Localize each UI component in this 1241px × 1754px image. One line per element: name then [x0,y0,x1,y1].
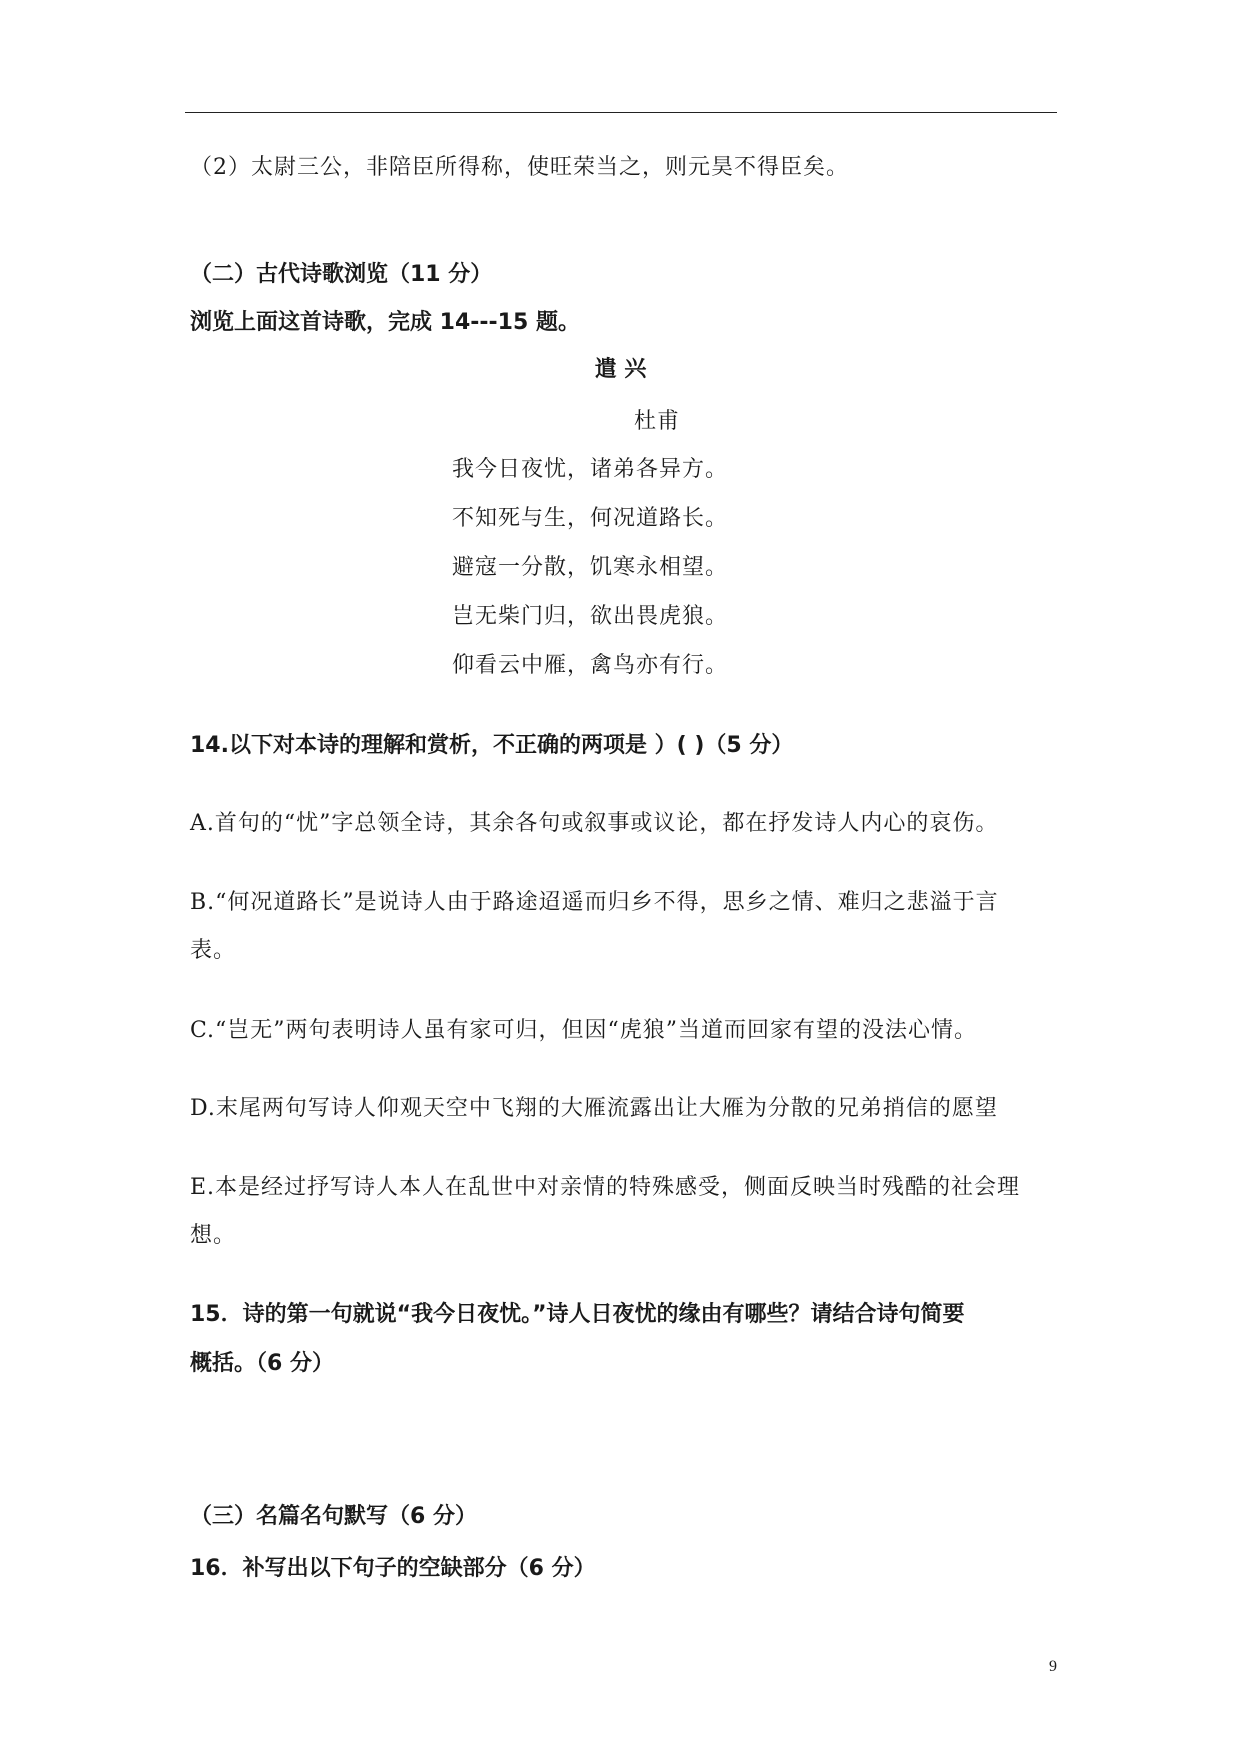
q14-option-b-continued: 表。 [190,938,237,963]
poem-line: 岂无柴门归，欲出畏虎狼。 [452,604,729,629]
poem-line: 避寇一分散，饥寒永相望。 [452,555,729,580]
section-heading-poetry: （二）古代诗歌浏览（11 分） [190,262,493,287]
poem-title: 遣 兴 [594,357,647,382]
question-16: 16．补写出以下句子的空缺部分（6 分） [190,1556,596,1581]
q14-option-e: E.本是经过抒写诗人本人在乱世中对亲情的特殊感受，侧面反映当时残酷的社会理 [190,1175,1021,1200]
q14-option-a: A.首句的“忧”字总领全诗，其余各句或叙事或议论，都在抒发诗人内心的哀伤。 [190,811,999,836]
q14-option-c: C.“岂无”两句表明诗人虽有家可归，但因“虎狼”当道而回家有望的没法心情。 [190,1018,978,1043]
section-instruction: 浏览上面这首诗歌，完成 14---15 题。 [190,310,580,335]
poem-line: 不知死与生，何况道路长。 [452,506,729,531]
poem-line: 仰看云中雁，禽鸟亦有行。 [452,653,729,678]
question-15-continued: 概括。（6 分） [190,1351,334,1376]
q14-option-b: B.“何况道路长”是说诗人由于路途迢遥而归乡不得，思乡之情、难归之悲溢于言 [190,890,999,915]
poem-author: 杜甫 [634,409,681,434]
q14-option-d: D.末尾两句写诗人仰观天空中飞翔的大雁流露出让大雁为分散的兄弟捎信的愿望 [190,1096,998,1121]
poem-line: 我今日夜忧，诸弟各异方。 [452,457,729,482]
page-number: 9 [1049,1658,1057,1675]
question-14-stem: 14.以下对本诗的理解和赏析，不正确的两项是 ）( )（5 分） [190,733,794,758]
header-rule [185,112,1057,113]
prev-question-item: （2）太尉三公，非陪臣所得称，使旺荣当之，则元昊不得臣矣。 [190,155,849,180]
section-heading-recitation: （三）名篇名句默写（6 分） [190,1504,477,1529]
question-15: 15．诗的第一句就说“我今日夜忧。”诗人日夜忧的缘由有哪些？请结合诗句简要 [190,1302,965,1327]
q14-option-e-continued: 想。 [190,1223,237,1248]
